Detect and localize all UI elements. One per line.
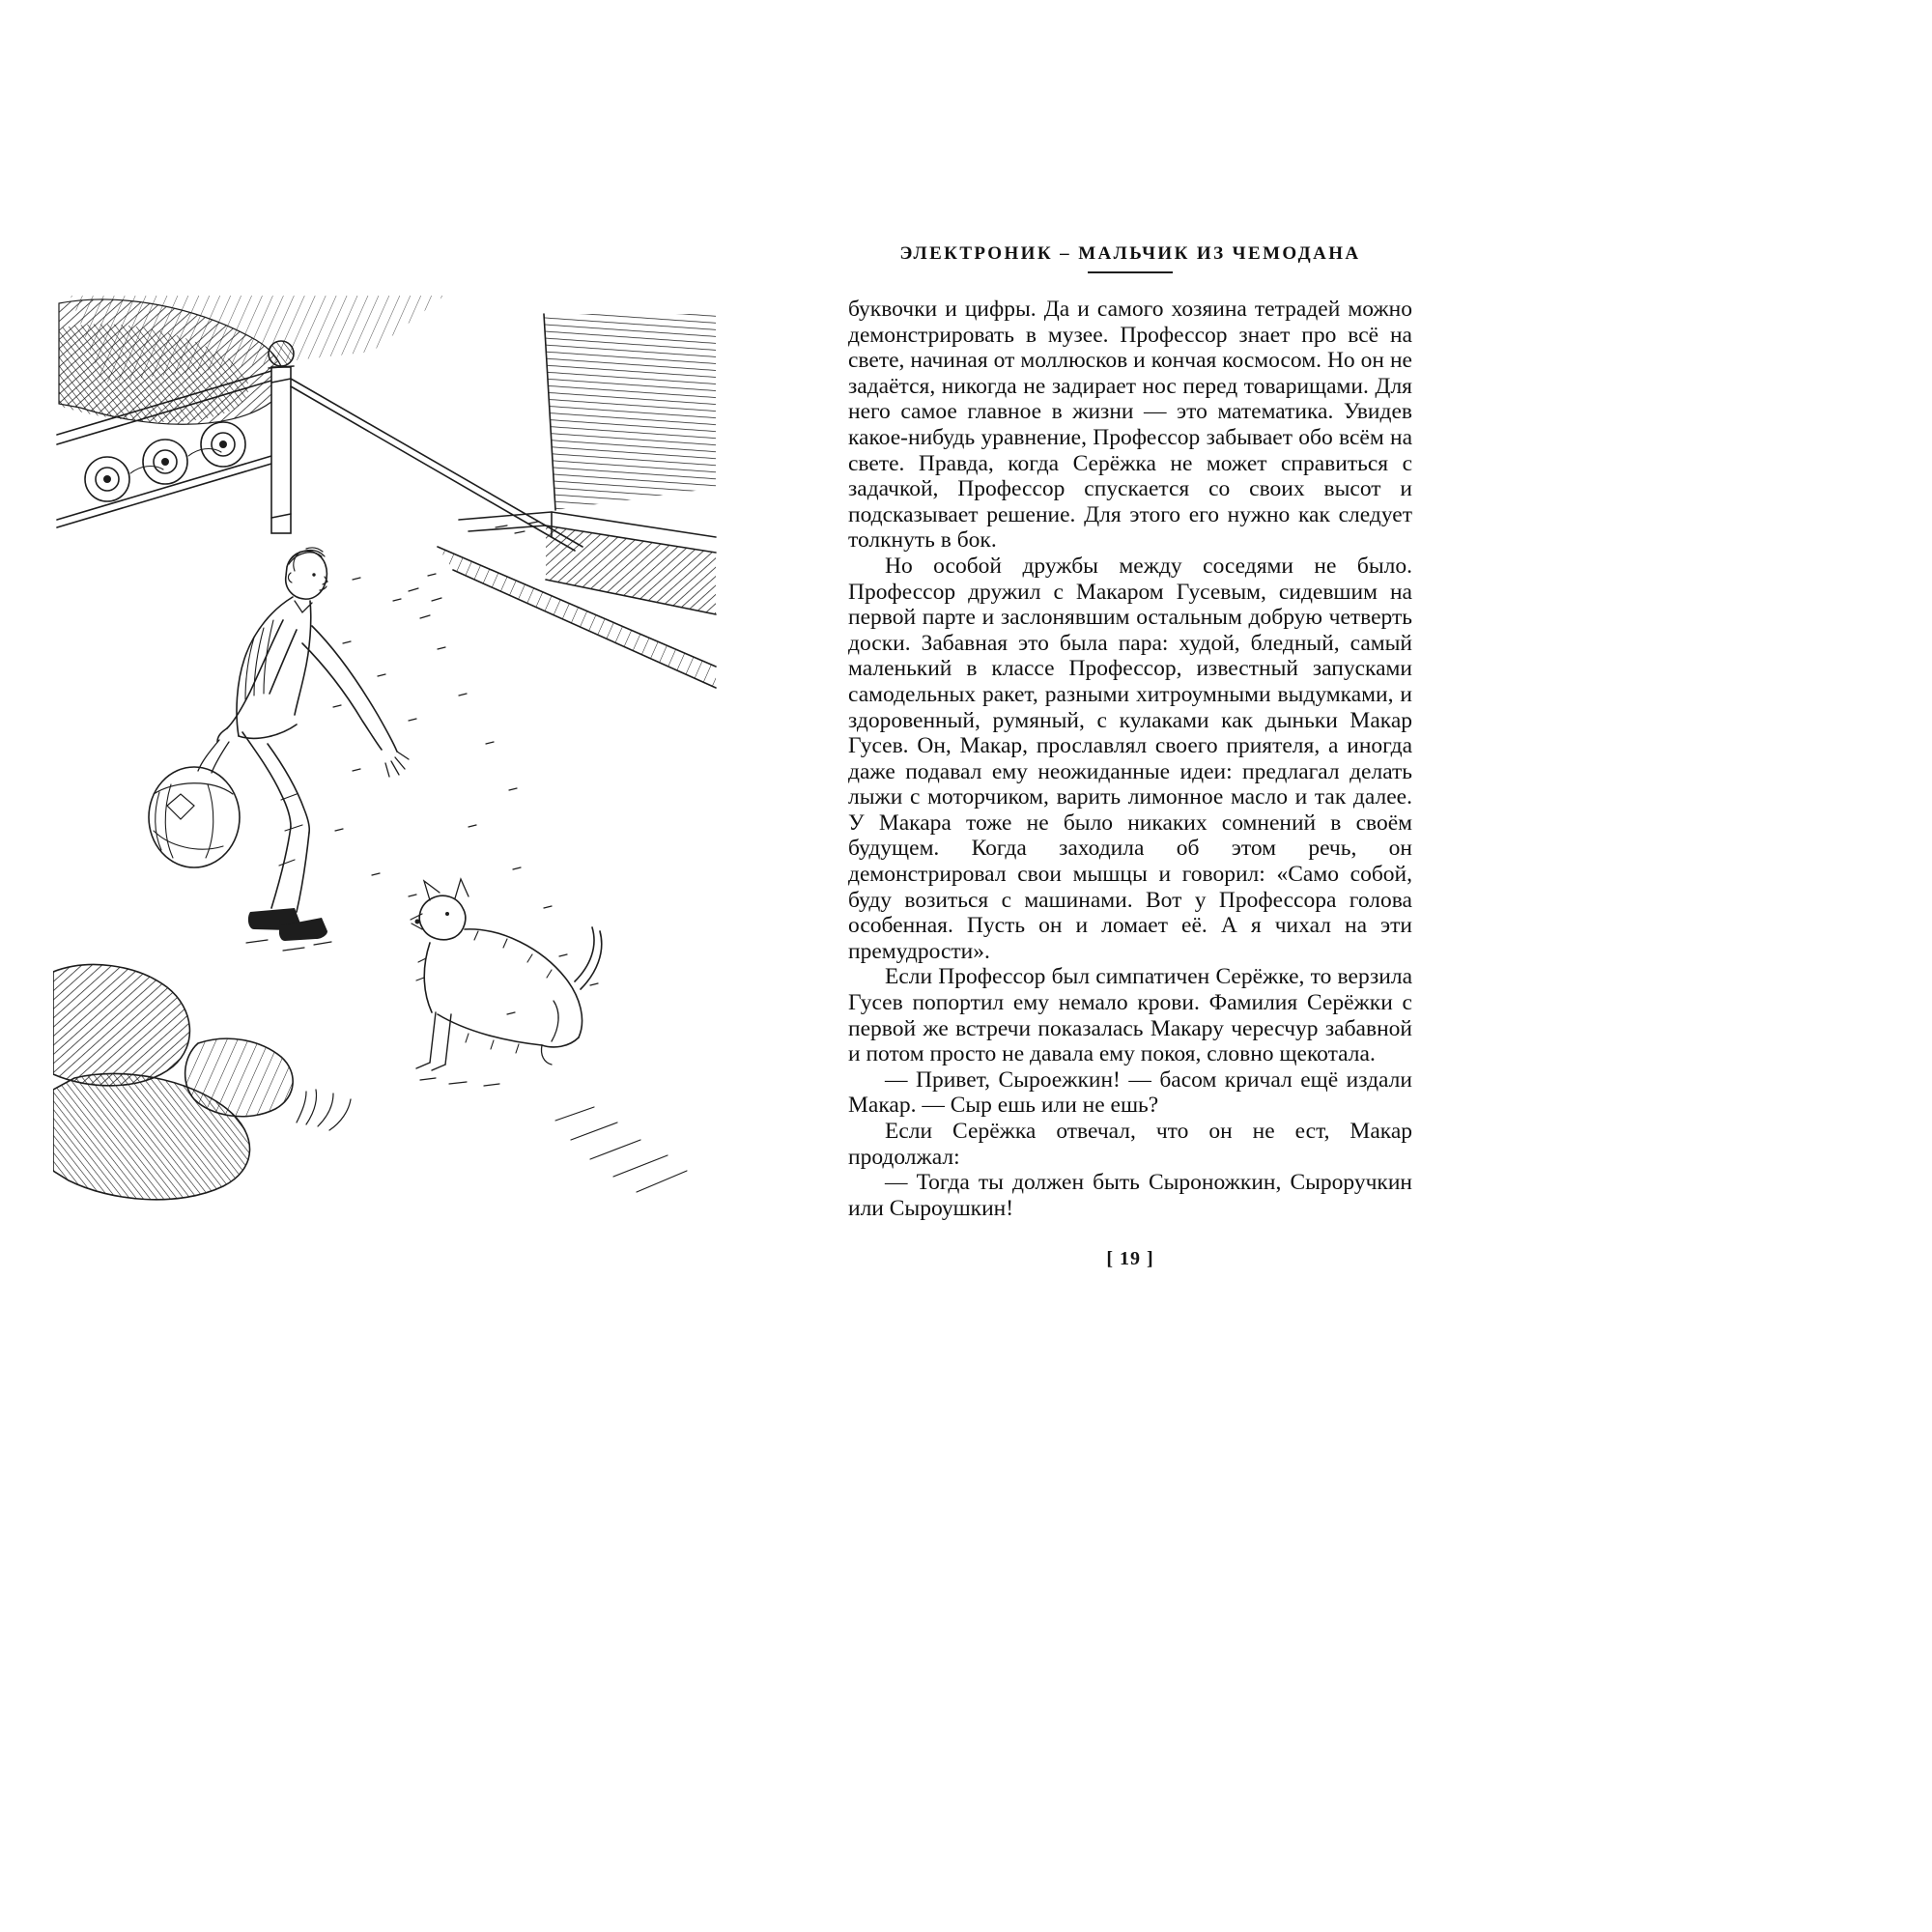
header-rule	[1088, 271, 1173, 273]
ground-texture	[333, 574, 598, 1014]
boy-figure	[149, 548, 409, 951]
stone-steps	[438, 314, 716, 688]
paragraph-2: Но особой дружбы между соседями не было. Профессор дружил с Макаром Гусевым, сидевшим на первой парте и заслонявшим остальным добрую четверть доски. Забавная это была пара: худой, бледный, самый маленький в классе Профессор, известный запусками самодельных ракет, разными хитроумными выдумками, и здоровенный, румяный, с кулаками как дыньки Макар Гусев. Он, Макар, прославлял своего приятеля, а иногда даже подавал ему неожиданные идеи: предлагал делать лыжи с моторчиком, варить лимонное масло и так далее. У Макара тоже не было никаких сомнений в своём будущем. Когда заходила об этом речь, он демонстрировал свои мышцы и говорил: «Само собой, буду возиться с машинами. Вот у Профессора голова особенная. Пусть он и ломает её. А я чихал на эти премудрости».	[848, 553, 1412, 964]
running-header-text: ЭЛЕКТРОНИК – МАЛЬЧИК ИЗ ЧЕМОДАНА	[899, 243, 1361, 264]
paragraph-5: Если Серёжка отвечал, что он не ест, Макар продолжал:	[848, 1119, 1412, 1170]
body-text	[848, 297, 1412, 1221]
rocks-bottom-left	[53, 965, 351, 1200]
schoolbag	[149, 767, 240, 867]
right-page	[848, 243, 1412, 1270]
illustration-boy-and-puppy	[53, 290, 720, 1217]
grass-bottom-right	[555, 1107, 687, 1192]
running-header	[848, 243, 1412, 273]
paragraph-4-dialogue: — Привет, Сыроежкин! — басом кричал ещё издали Макар. — Сыр ешь или не ешь?	[848, 1066, 1412, 1119]
paragraph-6-dialogue: — Тогда ты должен быть Сыроножкин, Сыроручкин или Сыроушкин!	[848, 1170, 1412, 1221]
paragraph-1: буквочки и цифры. Да и самого хозяина тетрадей можно демонстрировать в музее. Профессор знает про всё на свете, начиная от моллюсков и кончая космосом. Но он не задаётся, никогда не задирает нос перед товарищами. Для него самое главное в жизни — это математика. Увидев какое-нибудь уравнение, Профессор забывает обо всём на свете. Правда, когда Серёжка не может справиться с задачкой, Профессор спускается со своих высот и подсказывает решение. Для этого его нужно как следует толкнуть в бок.	[848, 297, 1412, 554]
puppy-figure	[411, 879, 602, 1086]
page-number: [ 19 ]	[1106, 1248, 1154, 1270]
paragraph-3: Если Профессор был симпатичен Серёжке, то верзила Гусев попортил ему немало крови. Фамилия Серёжки с первой же встречи показалась Макару чересчур забавной и потом просто не давала ему покоя, словно щекотала.	[848, 964, 1412, 1067]
